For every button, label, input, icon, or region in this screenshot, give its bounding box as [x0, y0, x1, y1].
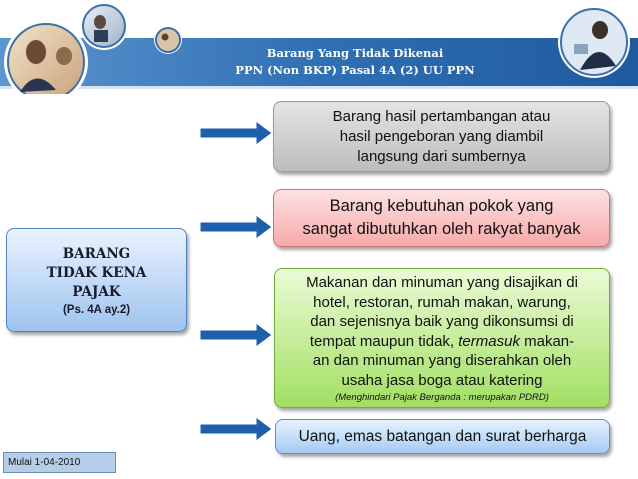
- item-mining-box: Barang hasil pertambangan atau hasil pengeboran yang diambil langsung dari sumbernya: [273, 101, 610, 172]
- arrow-to-money: [200, 417, 272, 441]
- item-food-beverage-box: Makanan dan minuman yang disajikan di hotel, restoran, rumah makan, warung, dan sejenisnya baik yang dikonsumsi di tempat maupun tidak, termasuk makan- an dan minuman yang diserahkan oleh usaha jasa boga atau katering (Menghindari Pajak Berganda : merupakan PDRD): [274, 268, 610, 408]
- main-category-box: [6, 228, 187, 332]
- main-category-subtitle: (Ps. 4A ay.2): [62, 303, 131, 316]
- arrow-to-food: [200, 323, 272, 347]
- main-category-title: BARANG TIDAK KENA PAJAK: [46, 245, 147, 300]
- effective-date-badge: Mulai 1-04-2010: [3, 452, 116, 473]
- page-title-line2: PPN (Non BKP) Pasal 4A (2) UU PPN: [235, 63, 475, 77]
- item-staple-goods-box: Barang kebutuhan pokok yang sangat dibutuhkan oleh rakyat banyak: [273, 189, 610, 247]
- item-food-line4: tempat maupun tidak, termasuk makan-: [309, 332, 575, 350]
- item-money-box: Uang, emas batangan dan surat berharga: [275, 419, 610, 454]
- arrow-to-staple: [200, 215, 272, 239]
- page-title-line1: Barang Yang Tidak Dikenai: [266, 46, 444, 60]
- item-food-note: (Menghindari Pajak Berganda : merupakan PDRD): [335, 392, 549, 403]
- arrow-to-mining: [200, 121, 272, 145]
